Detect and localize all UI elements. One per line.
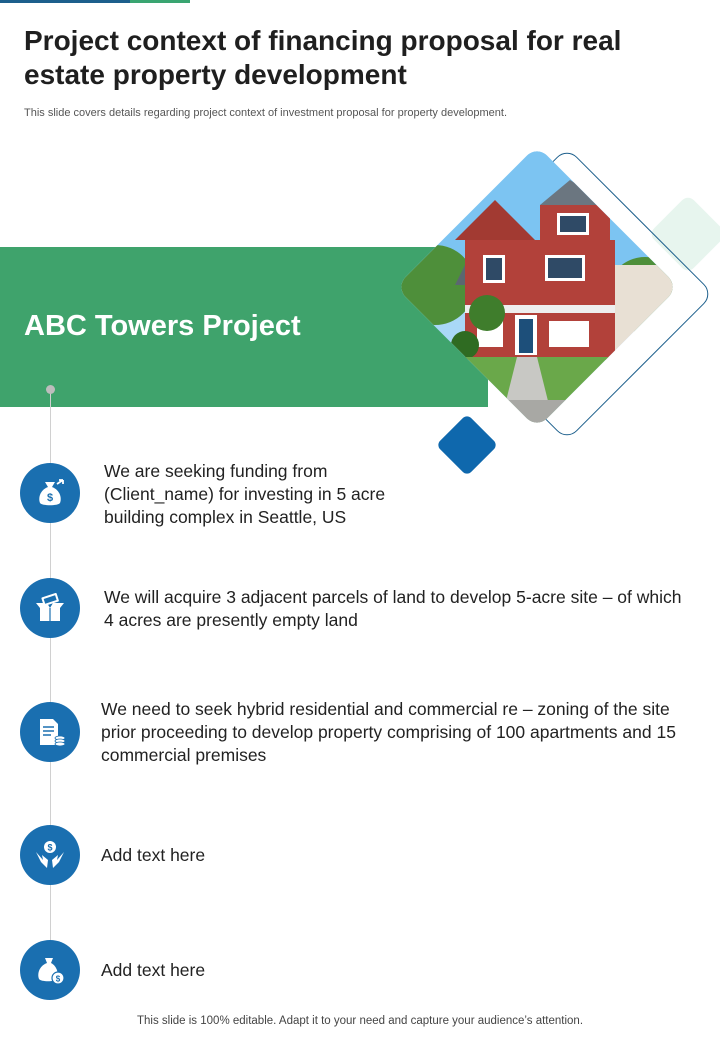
svg-text:$: $ [47,842,53,853]
footer-note: This slide is 100% editable. Adapt it to your need and capture your audience’s attention. [136,1015,584,1027]
project-title: ABC Towers Project [24,310,301,342]
decorative-blue-diamond [436,414,498,476]
point-3-icon-circle [20,702,80,762]
point-1-icon-circle [20,463,80,523]
page-subtitle: This slide covers details regarding project context of investment proposal for property development. [24,107,508,119]
money-bag-dollar-icon [33,476,67,510]
hands-dollar-icon [33,838,67,872]
point-4-text: Add text here [101,845,206,865]
point-5-icon-circle [20,940,80,1000]
top-accent-bar-light [130,0,190,3]
svg-text:$: $ [46,492,54,504]
point-4-icon-circle [20,825,80,885]
money-sack-coin-icon [33,953,67,987]
box-cash-icon [33,591,67,625]
svg-text:$: $ [55,974,61,984]
point-5-text: Add text here [101,960,206,980]
document-coins-icon [33,715,67,749]
point-2-text: We will acquire 3 adjacent parcels of land to develop 5-acre site – of which 4 acres are presently empty land [104,587,682,630]
timeline-start-dot [46,385,55,394]
point-3-text: We need to seek hybrid residential and commercial re – zoning of the site prior proceeding to develop property comprising of 100 apartments and 15 commercial premises [101,699,676,765]
top-accent-bar-dark [0,0,130,3]
page-title: Project context of financing proposal for real estate property development [24,25,622,90]
point-1-text: We are seeking funding from (Client_name) for investing in 5 acre building complex in Seattle, US [104,461,386,527]
point-2-icon-circle [20,578,80,638]
